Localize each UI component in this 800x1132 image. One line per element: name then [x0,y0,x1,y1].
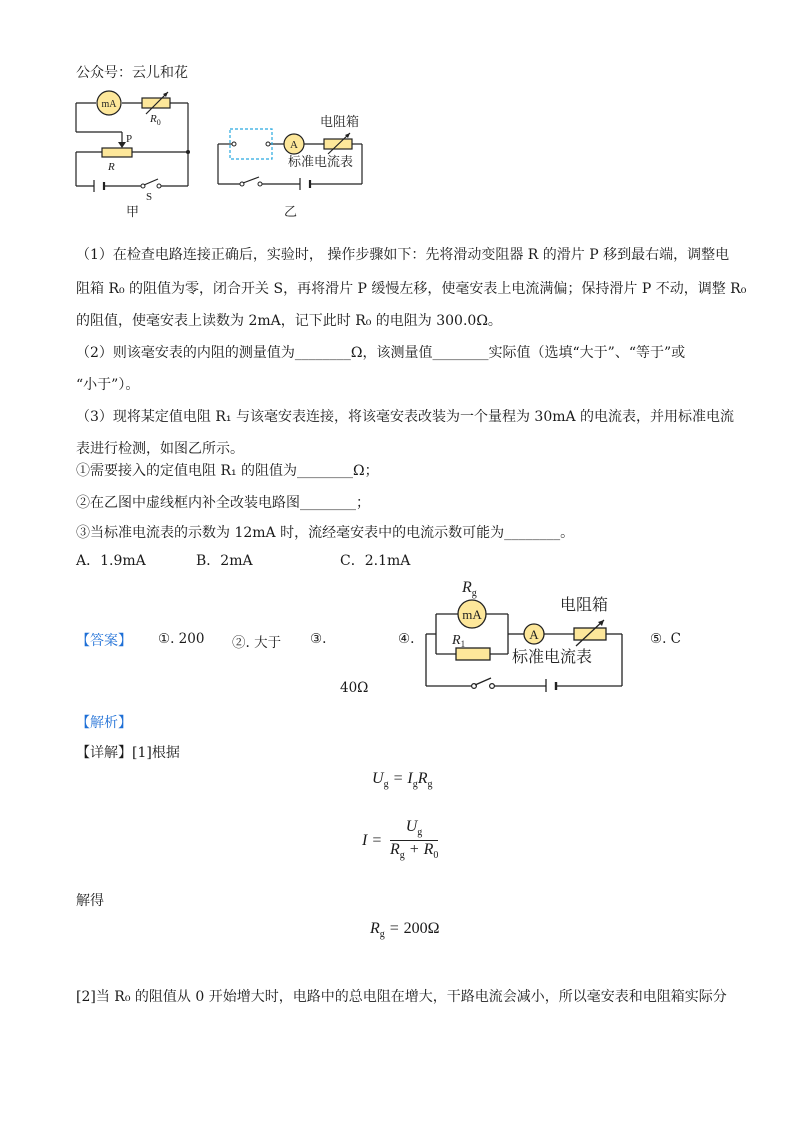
q3-sub1: ①需要接入的定值电阻 R₁ 的阻值为________Ω； [76,463,379,479]
resistor-box-r0 [142,98,170,108]
solve-label: 解得 [76,893,104,909]
q1-line1: （1）在检查电路连接正确后，实验时， 操作步骤如下：先将滑动变阻器 R 的滑片 P 移到最右端，调整电 [76,247,730,263]
figure-jia [66,88,206,220]
ma-label: mA [101,99,117,110]
answer-rg-label: $R_g$ [462,579,477,599]
r-label: R [108,161,115,173]
answer-ma-label: mA [462,607,482,622]
answer-3-value: 40Ω [340,680,369,696]
option-c: C．2.1mA [340,553,411,569]
caption-yi: 乙 [284,204,298,219]
q3-sub2: ②在乙图中虚线框内补全改装电路图________； [76,495,370,511]
answer-4: ④. [398,631,415,647]
q1-line2: 阻箱 R₀ 的阻值为零，闭合开关 S，再将滑片 P 缓慢左移，使毫安表上电流满偏；保持滑片 P 不动，调整 R₀ [76,281,747,297]
figure-yi [212,108,382,222]
a-label: A [290,139,298,151]
analysis-paragraph: [2]当 R₀ 的阻值从 0 开始增大时，电路中的总电阻在增大，干路电流会减小，所以毫安表和电阻箱实际分 [76,989,727,1005]
answer-3: ③. [310,631,327,647]
option-b: B．2mA [196,553,253,569]
s-label: S [146,191,153,203]
r0-label: $R_0$ [150,113,161,127]
detail-line: 【详解】[1]根据 [76,745,180,761]
analysis-tag: 【解析】 [76,715,132,731]
q1-line3: 的阻值，使毫安表上读数为 2mA，记下此时 R₀ 的电阻为 300.0Ω。 [76,313,502,329]
caption-jia: 甲 [126,204,140,219]
answer-box-label: 电阻箱 [560,597,609,614]
header-source: 公众号：云儿和花 [76,65,188,81]
answer-5: ⑤. C [650,631,682,647]
answer-a-label: A [529,627,539,642]
equation-1: $U_g = I_gR_g$ [372,770,433,791]
standard-ammeter-label: 标准电流表 [288,154,354,169]
p-label: P [126,133,133,145]
rheostat-r [102,148,132,157]
equation-3: $R_g = 200\Omega$ [370,920,440,941]
option-a: A．1.9mA [76,553,146,569]
answer-1: ①. 200 [158,631,205,647]
answer-circuit [416,574,636,692]
answer-tag: 【答案】 [76,633,132,649]
answer-std-label: 标准电流表 [512,649,593,666]
answer-2: ②. 大于 [232,635,282,651]
q3-line2: 表进行检测，如图乙所示。 [76,441,244,457]
answer-r1-label: $R_1$ [452,633,466,649]
answer-resistor-r1 [456,648,490,660]
q2-line1: （2）则该毫安表的内阻的测量值为________Ω，该测量值________实际值（选填“大于”、“等于”或 [76,345,686,361]
q2-line2: “小于”）。 [76,377,140,393]
q3-sub3: ③当标准电流表的示数为 12mA 时，流经毫安表中的电流示数可能为________。 [76,525,575,541]
answer-resistance-box [574,628,606,640]
q3-line1: （3）现将某定值电阻 R₁ 与该毫安表连接，将该毫安表改装为一个量程为 30mA 的电流表，并用标准电流 [76,409,735,425]
resistance-box-label: 电阻箱 [320,114,360,129]
